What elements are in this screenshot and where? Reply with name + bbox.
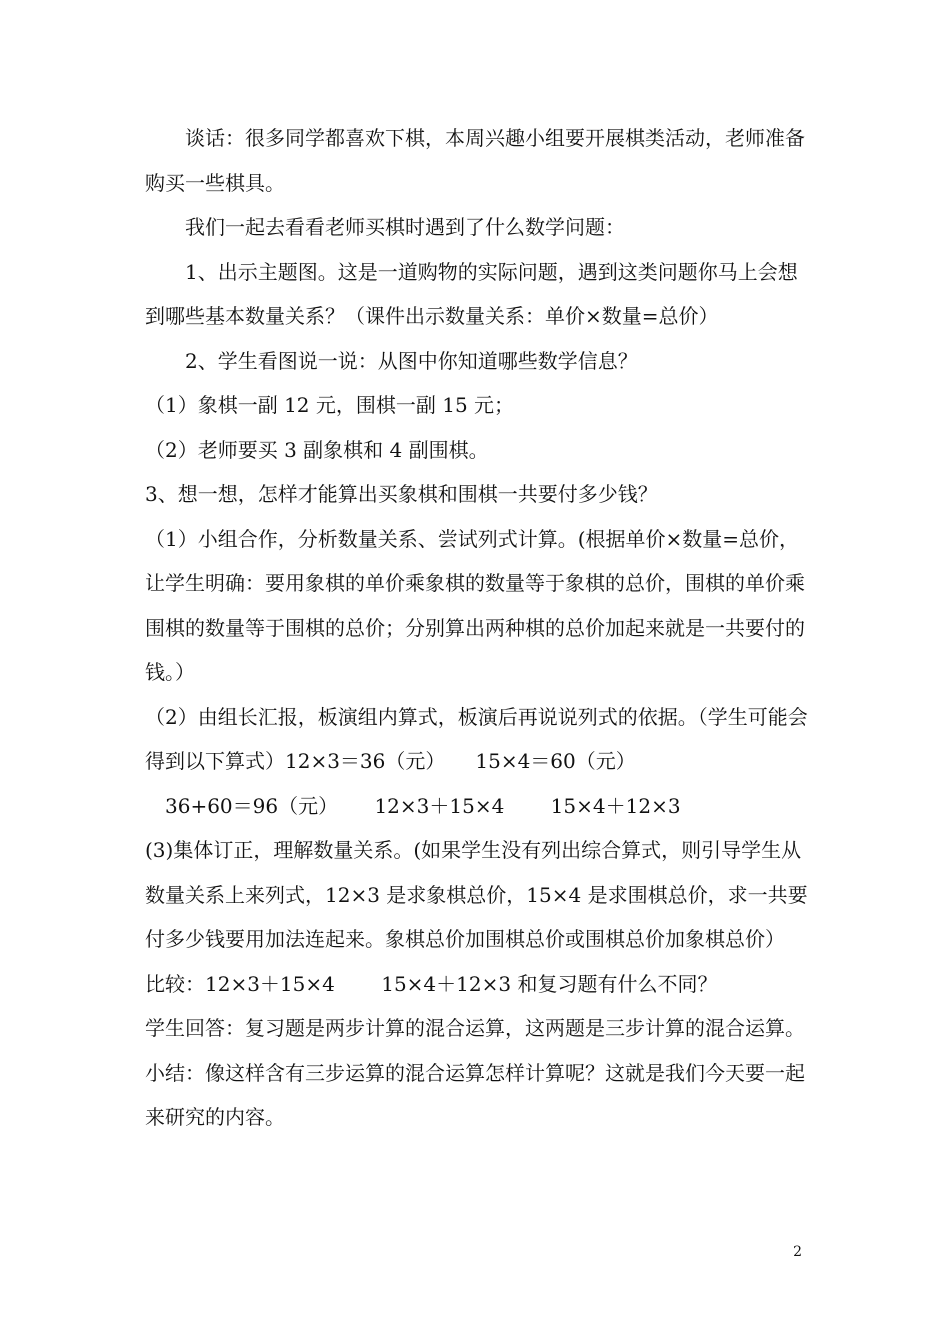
paragraph-answer: 学生回答：复习题是两步计算的混合运算，这两题是三步计算的混合运算。 xyxy=(145,1016,805,1040)
paragraph-intro: 谈话：很多同学都喜欢下棋，本周兴趣小组要开展棋类活动，老师准备购买一些棋具。 xyxy=(145,126,805,195)
paragraph-correction: (3)集体订正，理解数量关系。(如果学生没有列出综合算式，则引导学生从数量关系上来列式，12×3 是求象棋总价，15×4 是求围棋总价，求一共要付多少钱要用加法连起来。象棋总价加围棋总价或围棋总价加象棋总价） xyxy=(145,838,808,951)
paragraph-compare: 比较：12×3＋15×4 15×4＋12×3 和复习题有什么不同？ xyxy=(145,971,718,996)
paragraph-equations: 36+60＝96（元） 12×3＋15×4 15×4＋12×3 xyxy=(145,793,681,818)
paragraph-step-3: 3、想一想，怎样才能算出买象棋和围棋一共要付多少钱？ xyxy=(145,482,658,506)
body-text xyxy=(145,116,817,1140)
paragraph-info-2: （2）老师要买 3 副象棋和 4 副围棋。 xyxy=(145,437,489,462)
paragraph-group-work: （1）小组合作，分析数量关系、尝试列式计算。(根据单价×数量=总价，让学生明确：要用象棋的单价乘象棋的数量等于象棋的总价，围棋的单价乘围棋的数量等于围棋的总价；分别算出两种棋的总价加起来就是一共要付的钱。） xyxy=(145,526,805,684)
paragraph-lead-in: 我们一起去看看老师买棋时遇到了什么数学问题： xyxy=(185,215,625,239)
paragraph-info-1: （1）象棋一副 12 元，围棋一副 15 元； xyxy=(145,393,515,417)
paragraph-report: （2）由组长汇报，板演组内算式，板演后再说说列式的依据。（学生可能会得到以下算式）12×3＝36（元） 15×4＝60（元） xyxy=(145,704,808,773)
page-number: 2 xyxy=(793,1244,802,1260)
paragraph-step-2: 2、学生看图说一说：从图中你知道哪些数学信息？ xyxy=(185,348,638,373)
paragraph-step-1: 1、出示主题图。这是一道购物的实际问题，遇到这类问题你马上会想到哪些基本数量关系？（课件出示数量关系：单价×数量=总价） xyxy=(145,259,798,328)
paragraph-summary: 小结：像这样含有三步运算的混合运算怎样计算呢？这就是我们今天要一起来研究的内容。 xyxy=(145,1060,805,1129)
